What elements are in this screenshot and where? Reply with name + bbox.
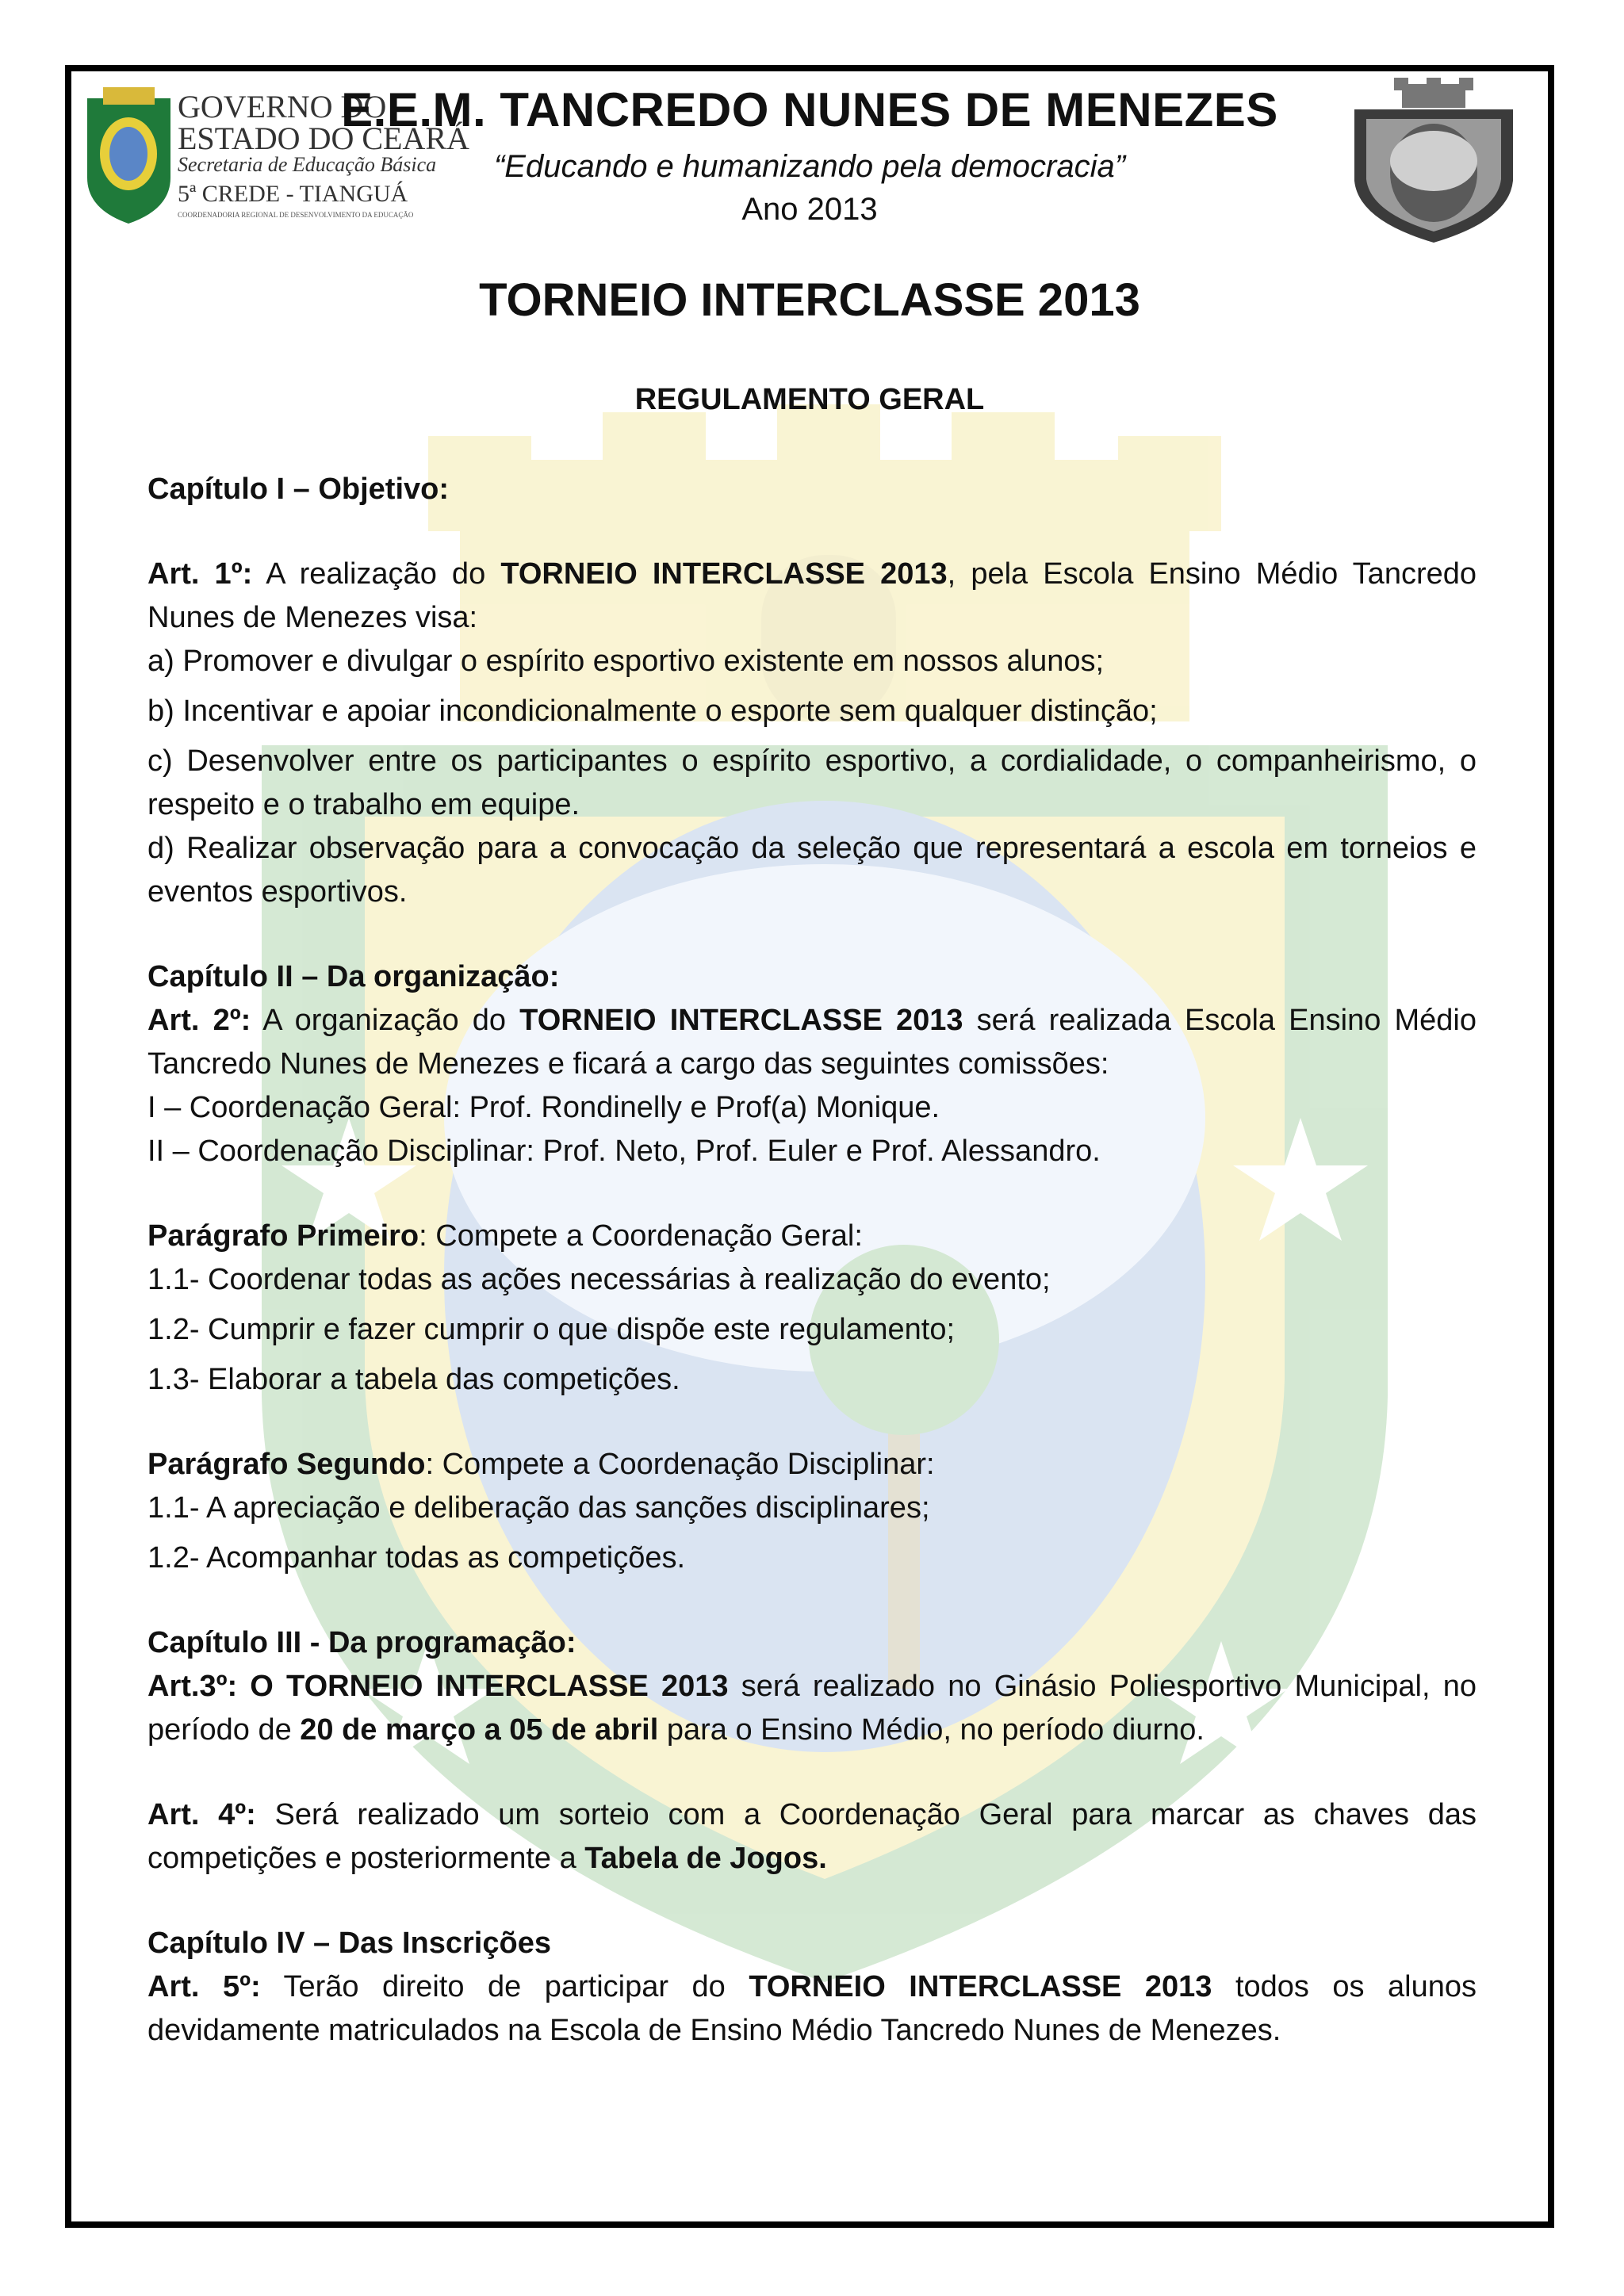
- document-subtitle: REGULAMENTO GERAL: [634, 383, 985, 416]
- regulation-body: [147, 468, 1477, 2053]
- paragraph-2: Parágrafo Segundo: Compete a Coordenação Disciplinar:: [147, 1448, 935, 1481]
- paragraph-1: Parágrafo Primeiro: Compete a Coordenação Geral:: [147, 1219, 863, 1253]
- paragraph-1-item-2: 1.2- Cumprir e fazer cumprir o que dispõe este regulamento;: [147, 1313, 956, 1346]
- article-4: Art. 4º: Será realizado um sorteio com a Coordenação Geral para marcar as chaves das competições e posteriormente a Tabela de Jogos.: [147, 1798, 1477, 1875]
- logo-line-2: ESTADO DO CEARÁ: [178, 121, 469, 156]
- logo-line-3: Secretaria de Educação Básica: [178, 153, 437, 176]
- school-motto: “Educando e humanizando pela democracia”: [493, 149, 1126, 184]
- chapter-2-heading: Capítulo II – Da organização:: [147, 960, 560, 993]
- chapter-4-heading: Capítulo IV – Das Inscrições: [147, 1927, 551, 1960]
- document-title: TORNEIO INTERCLASSE 2013: [479, 274, 1140, 326]
- paragraph-1-item-1: 1.1- Coordenar todas as ações necessárias à realização do evento;: [147, 1263, 1051, 1296]
- article-5: Art. 5º: Terão direito de participar do TORNEIO INTERCLASSE 2013 todos os alunos devidamente matriculados na Escola de Ensino Médio Tancredo Nunes de Menezes.: [147, 1970, 1477, 2047]
- school-name: E.E.M. TANCREDO NUNES DE MENEZES: [341, 83, 1278, 136]
- article-3: Art.3º: O TORNEIO INTERCLASSE 2013 será realizado no Ginásio Poliesportivo Municipal, no período de 20 de março a 05 de abril para o Ensino Médio, no período diurno.: [147, 1670, 1477, 1747]
- logo-line-5: COORDENADORIA REGIONAL DE DESENVOLVIMENTO DA EDUCAÇÃO: [178, 211, 414, 219]
- article-1-item-b: b) Incentivar e apoiar incondicionalmente o esporte sem qualquer distinção;: [147, 695, 1158, 728]
- article-1-item-c: c) Desenvolver entre os participantes o espírito esportivo, a cordialidade, o companheirismo, o respeito e o trabalho em equipe.: [147, 744, 1477, 821]
- paragraph-2-item-1: 1.1- A apreciação e deliberação das sanções disciplinares;: [147, 1491, 930, 1525]
- commission-2: II – Coordenação Disciplinar: Prof. Neto, Prof. Euler e Prof. Alessandro.: [147, 1135, 1101, 1168]
- school-year: Ano 2013: [741, 192, 878, 227]
- article-1-item-d: d) Realizar observação para a convocação da seleção que representará a escola em torneios e eventos esportivos.: [147, 832, 1477, 909]
- paragraph-1-item-3: 1.3- Elaborar a tabela das competições.: [147, 1363, 680, 1396]
- paragraph-2-item-2: 1.2- Acompanhar todas as competições.: [147, 1541, 686, 1575]
- article-1-item-a: a) Promover e divulgar o espírito esportivo existente em nossos alunos;: [147, 645, 1105, 678]
- chapter-3-heading: Capítulo III - Da programação:: [147, 1626, 576, 1659]
- commission-1: I – Coordenação Geral: Prof. Rondinelly e Prof(a) Monique.: [147, 1091, 940, 1124]
- logo-line-1: GOVERNO DO: [178, 89, 387, 124]
- chapter-1-heading: Capítulo I – Objetivo:: [147, 473, 450, 506]
- page-border: [65, 65, 1554, 2228]
- article-1: Art. 1º: A realização do TORNEIO INTERCLASSE 2013, pela Escola Ensino Médio Tancredo Nunes de Menezes visa:: [147, 557, 1477, 634]
- logo-line-4: 5ª CREDE - TIANGUÁ: [178, 181, 408, 207]
- article-2: Art. 2º: A organização do TORNEIO INTERCLASSE 2013 será realizada Escola Ensino Médio Tancredo Nunes de Menezes e ficará a cargo das seguintes comissões:: [147, 1004, 1477, 1081]
